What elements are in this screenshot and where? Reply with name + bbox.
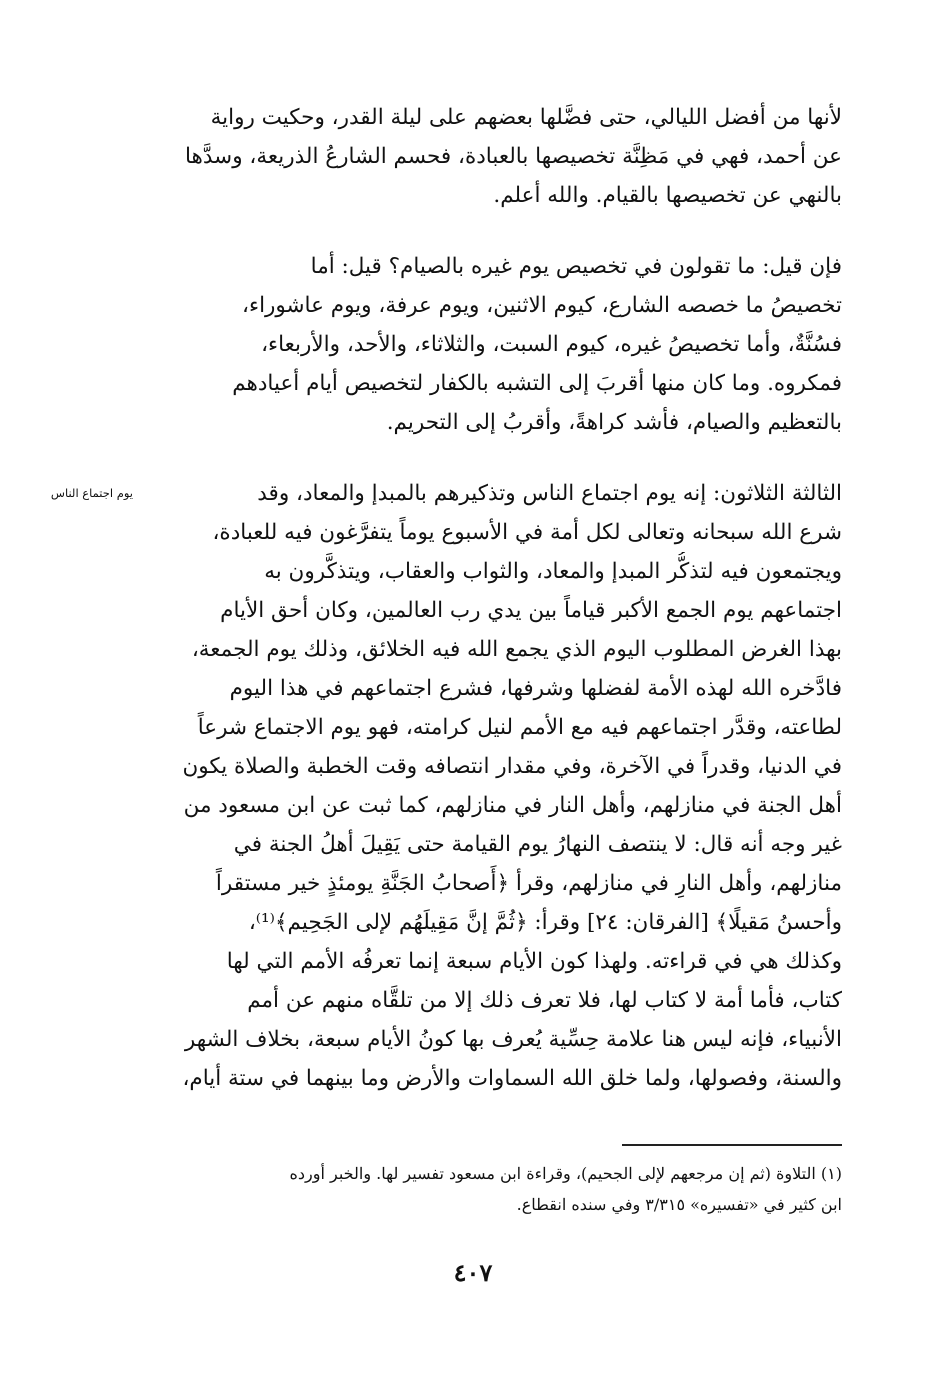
text-line: والسنة، وفصولها، ولما خلق الله السماوات والأرض وما بينهما في ستة أيام، [182, 1066, 842, 1091]
footnote-line: ابن كثير في «تفسيره» ٣/٣١٥ وفي سنده انقطاع. [516, 1195, 842, 1214]
footnote [150, 1158, 842, 1220]
text-line: شرع الله سبحانه وتعالى لكل أمة في الأسبوع يوماً يتفرَّغون فيه للعبادة، [212, 520, 842, 545]
text-line: ويجتمعون فيه لتذكُّر المبدإ والمعاد، والثواب والعقاب، ويتذكَّرون به [264, 559, 842, 584]
text-line: لأنها من أفضل الليالي، حتى فضَّلها بعضهم على ليلة القدر، وحكيت رواية [210, 105, 842, 130]
text-line: لطاعته، وقدَّر اجتماعهم فيه مع الأمم لنيل كرامته، فهو يوم الاجتماع شرعاً [197, 715, 842, 740]
text-line: فادَّخره الله لهذه الأمة لفضلها وشرفها، فشرع اجتماعهم في هذا اليوم [229, 676, 842, 701]
text-line: فإن قيل: ما تقولون في تخصيص يوم غيره بالصيام؟ قيل: أما [310, 254, 842, 279]
text-line: وأحسنُ مَقيلًا﴾ [الفرقان: ٢٤] وقرأ: ﴿ثُمَّ إنَّ مَقِيلَهُم لإلى الجَحِيم﴾⁽¹⁾، [248, 910, 842, 935]
text-line: غير وجه أنه قال: لا ينتصف النهارُ يوم القيامة حتى يَقِيلَ أهلُ الجنة في [233, 832, 842, 857]
paragraph-2 [150, 247, 842, 442]
text-line: منازلهم، وأهل النارِ في منازلهم، وقرأ ﴿أَصحابُ الجَنَّةِ يومئذٍ خير مستقراً [215, 871, 842, 896]
footnote-divider [622, 1144, 842, 1146]
text-line: بالنهي عن تخصيصها بالقيام. والله أعلم. [493, 183, 842, 208]
paragraph-1 [150, 98, 842, 215]
text-line: اجتماعهم يوم الجمع الأكبر قياماً بين يدي رب العالمين، وكان أحق الأيام [220, 598, 842, 623]
text-line: الثالثة الثلاثون: إنه يوم اجتماع الناس وتذكيرهم بالمبدإ والمعاد، وقد [257, 481, 842, 506]
text-line: تخصيصُ ما خصصه الشارع، كيوم الاثنين، ويوم عرفة، ويوم عاشوراء، [242, 293, 842, 318]
text-line: كتاب، فأما أمة لا كتاب لها، فلا تعرف ذلك إلا من تلقَّاه منهم عن أمم [247, 988, 842, 1013]
margin-note: يوم اجتماع الناس [50, 486, 133, 500]
text-line: في الدنيا، وقدراً في الآخرة، وفي مقدار انتصافه وقت الخطبة والصلاة يكون [182, 754, 842, 779]
text-line: الأنبياء، فإنه ليس هنا علامة حِسِّية يُعرف بها كونُ الأيام سبعة، بخلاف الشهر [184, 1027, 842, 1052]
text-line: بالتعظيم والصيام، فأشد كراهةً، وأقربُ إلى التحريم. [386, 410, 842, 435]
text-line: وكذلك هي في قراءته. ولهذا كون الأيام سبعة إنما تعرفُه الأمم التي لها [226, 949, 842, 974]
text-line: فمكروه. وما كان منها أقربَ إلى التشبه بالكفار لتخصيص أيام أعيادهم [232, 371, 842, 396]
text-line: عن أحمد، فهي في مَظِنَّة تخصيصها بالعبادة، فحسم الشارعُ الذريعة، وسدَّها [185, 144, 842, 169]
footnote-line: (١) التلاوة (ثم إن مرجعهم لإلى الجحيم)، وقراءة ابن مسعود تفسير لها. والخبر أورده [289, 1164, 842, 1183]
paragraph-3 [150, 474, 842, 1098]
page-number: ٤٠٧ [453, 1258, 493, 1287]
text-line: فسُنَّةٌ، وأما تخصيصُ غيره، كيوم السبت، والثلاثاء، والأحد، والأربعاء، [261, 332, 842, 357]
text-line: بهذا الغرض المطلوب اليوم الذي يجمع الله فيه الخلائق، وذلك يوم الجمعة، [191, 637, 842, 662]
text-line: أهل الجنة في منازلهم، وأهل النار في منازلهم، كما ثبت عن ابن مسعود من [183, 793, 842, 818]
